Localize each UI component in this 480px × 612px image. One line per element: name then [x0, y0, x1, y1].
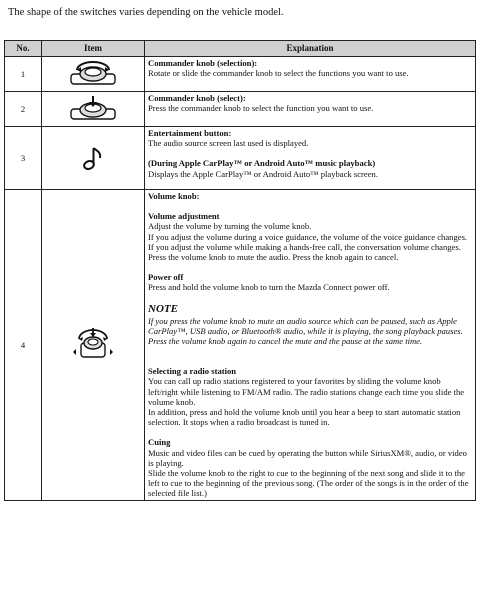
explanation-cell: [145, 190, 476, 501]
intro-text: The shape of the switches varies depending on the vehicle model.: [8, 7, 284, 18]
header-explanation: Explanation: [145, 41, 476, 57]
row-text: Music and video files can be cued by operating the button while SiriusXM®, audio, or video is playing.: [148, 447, 467, 468]
commander-knob-press-icon: [68, 96, 118, 122]
row-title: Commander knob (select):: [148, 93, 246, 103]
explanation-cell: [145, 127, 476, 190]
section-heading: Volume adjustment: [148, 211, 220, 222]
section-heading: Power off: [148, 272, 184, 283]
row-text: Press the commander knob to select the function you want to use.: [148, 103, 374, 114]
spacer: [148, 356, 472, 366]
header-item: Item: [42, 41, 145, 57]
row-text: Rotate or slide the commander knob to select the functions you want to use.: [148, 68, 409, 79]
row-text: If you adjust the volume while making a hands-free call, the conversation volume changes.: [148, 241, 461, 252]
row-text: Press the volume knob to mute the audio. Press the knob again to cancel.: [148, 252, 399, 263]
row-text: The audio source screen last used is displayed.: [148, 138, 309, 149]
explanation-cell: [145, 57, 476, 92]
row-title: Volume knob:: [148, 191, 200, 201]
item-cell: [42, 190, 145, 501]
spacer: [148, 201, 472, 211]
spacer: [148, 427, 472, 437]
row-text: In addition, press and hold the volume knob until you hear a beep to start automatic station selection. It stops when a radio broadcast is tuned in.: [148, 407, 461, 428]
row-number: 1: [5, 57, 42, 92]
table-row: [5, 190, 476, 501]
table-row: [5, 57, 476, 92]
row-number: 4: [5, 190, 42, 501]
row-title: Commander knob (selection):: [148, 58, 258, 68]
spacer: [148, 293, 472, 303]
item-cell: [42, 57, 145, 92]
row-text: If you adjust the volume during a voice guidance, the volume of the voice guidance changes.: [148, 231, 468, 242]
row-text: Press and hold the volume knob to turn the Mazda Connect power off.: [148, 282, 390, 293]
row-text: Adjust the volume by turning the volume knob.: [148, 221, 312, 232]
row-text: You can call up radio stations registered to your favorites by sliding the volume knob left/right while listening to FM/AM radio. The radio stations change each time you slide the volume knob.: [148, 376, 465, 407]
row-text: Displays the Apple CarPlay™ or Android Auto™ playback screen.: [148, 168, 378, 179]
explanation-cell: [145, 92, 476, 127]
switch-table: [4, 40, 476, 501]
section-heading: Cuing: [148, 437, 171, 448]
row-text: Slide the volume knob to the right to cue to the beginning of the next song and slide it to the left to cue to the beginning of the previous song. (The order of the songs is in the order of the selected file list.): [148, 468, 469, 499]
table-header-row: [5, 41, 476, 57]
section-heading: Selecting a radio station: [148, 366, 237, 377]
header-no: No.: [5, 41, 42, 57]
note-heading: NOTE: [148, 302, 178, 315]
row-number: 2: [5, 92, 42, 127]
row-title: Entertainment button:: [148, 128, 232, 138]
commander-knob-rotate-icon: [68, 61, 118, 87]
spacer: [148, 262, 472, 272]
row-number: 3: [5, 127, 42, 190]
table-row: [5, 127, 476, 190]
spacer: [148, 148, 472, 158]
music-note-icon: [81, 145, 105, 171]
spacer: [148, 346, 472, 356]
table-row: [5, 92, 476, 127]
item-cell: [42, 92, 145, 127]
item-cell: [42, 127, 145, 190]
volume-knob-icon: [73, 327, 113, 363]
note-text: If you press the volume knob to mute an audio source which can be paused, such as Apple CarPlay™, USB audio, or Bluetooth® audio, while it is playing, the song playback pauses. Press the volume knob again to cancel the mute and the pause at the same time.: [148, 315, 463, 347]
row-subtitle: (During Apple CarPlay™ or Android Auto™ music playback): [148, 158, 376, 169]
